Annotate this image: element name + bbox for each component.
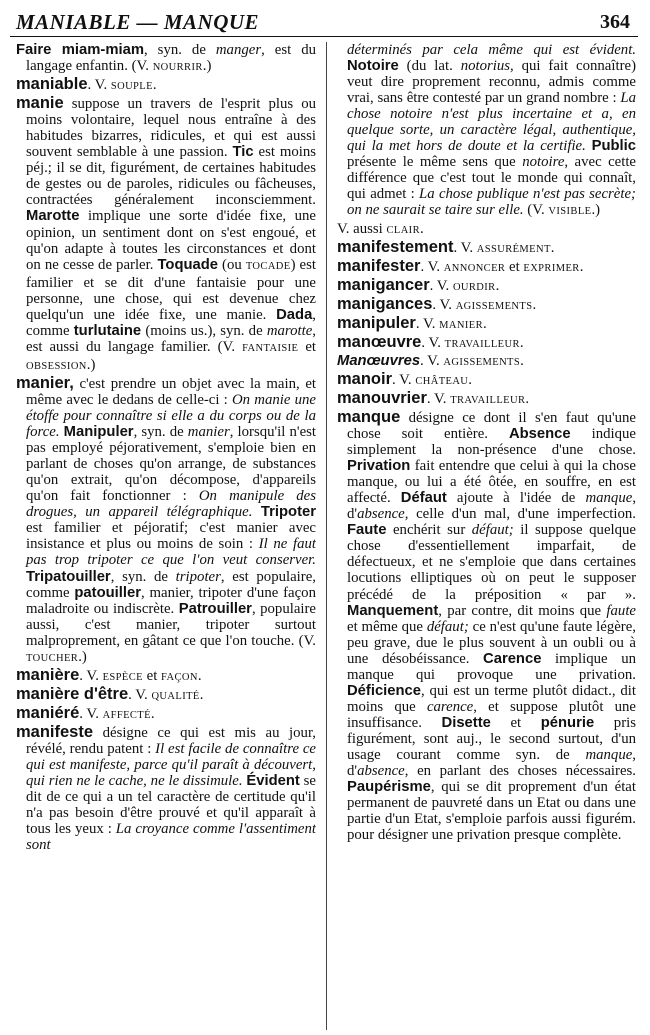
entry-text: , qui se dit proprement d'un état permanent de pauvreté dans un Etat ou dans une partie d'un Etat, s'emploie parfois aussi figurém. pour désigner une privation presque complète. xyxy=(347,779,636,844)
entry-text: . xyxy=(532,296,537,313)
cross-reference: NOURRIR xyxy=(152,62,203,74)
synonym-term: Privation xyxy=(347,458,411,475)
cross-reference: ASSURÉMENT xyxy=(476,243,551,255)
synonym-term: Tic xyxy=(232,144,254,161)
entry-text: c'est prendre un objet avec la main, et même avec le dedans de celle-ci : xyxy=(26,375,316,408)
left-column xyxy=(16,42,316,1032)
dictionary-entry xyxy=(16,42,316,76)
synonym-term: Tripoter xyxy=(260,504,316,521)
entry-text: pris figurément, sont auj., le second surtout, d'un usage courant comme syn. de xyxy=(347,714,636,763)
synonym-term: Disette xyxy=(441,714,491,731)
entry-text: , avec cette différence que c'est tout le monde qui connaît, qui admet : xyxy=(347,154,636,203)
dictionary-entry xyxy=(337,296,636,315)
cross-reference: CHÂTEAU xyxy=(415,375,469,387)
entry-text: et xyxy=(505,258,524,275)
entry-text: , qui est un terme plutôt didact., dit moins que xyxy=(347,682,636,715)
entry-text: fait entendre que celui à qui la chose manque, ou lui a été ôtée, en souffre, en est affecté. xyxy=(347,458,636,507)
entry-text: enchérit sur xyxy=(386,522,472,539)
entry-headword: maniéré xyxy=(16,703,80,722)
entry-text: . xyxy=(468,371,472,388)
synonym-term: Manipuler xyxy=(63,424,134,441)
entry-text: V. aussi xyxy=(337,220,387,237)
entry-headword: manque xyxy=(337,407,401,426)
entry-text: . V. xyxy=(429,277,453,294)
entry-text: ) est familier et se dit d'une fantaisie pour une personne, une chose, qui est devenue chez quelqu'un une idée fixe, une manie. xyxy=(26,256,316,323)
entry-text: et xyxy=(298,338,316,355)
entry-text: . V. xyxy=(79,705,103,722)
entry-text: .) xyxy=(202,58,212,75)
entry-text: . xyxy=(550,239,555,256)
entry-text: . xyxy=(579,258,584,275)
entry-text: , populaire aussi, c'est manier, tripoter surtout malproprement, en gâtant ce que l'on touche. (V. xyxy=(26,600,316,649)
cross-reference: TOUCHER xyxy=(26,652,79,664)
right-column xyxy=(337,42,636,1032)
entry-text: . xyxy=(483,315,487,332)
entry-headword: manouvrier xyxy=(337,388,427,407)
entry-headword: manie xyxy=(16,94,64,113)
synonym-term: turlutaine xyxy=(73,322,142,339)
entry-text: . V. xyxy=(426,390,451,407)
italic-text: La croyance comme l'assentiment sont xyxy=(26,821,316,854)
cross-reference: OBSESSION xyxy=(26,360,87,372)
entry-text: , d' xyxy=(347,746,636,780)
italic-text: carence xyxy=(426,698,474,715)
entry-headword: manier, xyxy=(16,373,74,392)
cross-reference: EXPRIMER xyxy=(523,262,580,274)
synonym-term: Absence xyxy=(508,426,571,443)
entry-text: . V. xyxy=(420,352,444,369)
synonym-term: Défaut xyxy=(400,490,447,507)
entry-text: (du lat. xyxy=(398,58,461,75)
entry-text: , est aussi du langage familier. (V. xyxy=(26,322,316,355)
italic-text: absence xyxy=(357,506,405,523)
synonym-term: Patrouiller xyxy=(178,600,252,617)
entry-text: est familier et péjoratif; c'est manier avec insistance et plus ou moins de soin : xyxy=(26,520,316,553)
dictionary-entry xyxy=(337,42,636,221)
entry-text: indique simplement la non-présence d'une chose. xyxy=(347,426,636,459)
italic-text: manque xyxy=(585,746,633,763)
italic-text: tripoter xyxy=(175,568,221,585)
dictionary-entry xyxy=(337,390,636,409)
entry-headword: manoir xyxy=(337,369,393,388)
italic-text: défaut; xyxy=(471,522,514,539)
entry-text: . xyxy=(495,277,500,294)
entry-text: . V. xyxy=(453,239,477,256)
entry-text: désigne ce dont il s'en faut qu'une chose soit entière. xyxy=(347,409,636,443)
italic-text: On manie une étoffe pour connaître si elle a du corps ou de la force. xyxy=(26,391,316,441)
dictionary-entry xyxy=(16,76,316,95)
cross-reference: TRAVAILLEUR xyxy=(450,394,526,406)
synonym-term: patouiller xyxy=(74,584,141,601)
entry-headword: manifeste xyxy=(16,722,94,741)
entry-text: . V. xyxy=(87,77,111,94)
synonym-term: Évident xyxy=(246,773,300,790)
cross-reference: ESPÈCE xyxy=(102,671,143,683)
entry-text xyxy=(252,504,260,520)
entry-text: il suppose quelque chose d'essentiellement imparfait, de défectueux, et ne s'emploie que dans certaines locutions elliptiques où on peut le supposer précédé de la préposition « par ». xyxy=(347,522,636,603)
italic-text: défaut; xyxy=(426,618,469,635)
entry-text: . V. xyxy=(392,371,416,388)
dictionary-entry xyxy=(337,258,636,277)
cross-reference: TRAVAILLEUR xyxy=(444,338,520,350)
entry-headword: manifestement xyxy=(337,237,454,256)
cross-reference: OURDIR xyxy=(452,281,496,293)
entry-text: , comme xyxy=(26,306,316,339)
entry-text: , syn. de xyxy=(110,568,176,585)
entry-text: est moins péj.; il se dit, figurément, de certaines habitudes de gestes ou de paroles, ridicules ou fâcheuses, contractées généralement inconsciemment. xyxy=(26,144,316,209)
entry-text: . xyxy=(197,667,202,684)
dictionary-entry xyxy=(337,371,636,390)
synonym-term: Public xyxy=(591,138,636,155)
entry-text: . xyxy=(519,334,524,351)
entry-text: ce n'est qu'une faute légère, peu grave, due le plus souvent à un oubli ou à une désobéissance. xyxy=(347,618,636,667)
cross-reference: SOUPLE xyxy=(110,81,153,93)
entry-text: présente le même sens que xyxy=(347,154,523,171)
italic-text: faute xyxy=(606,602,636,619)
dictionary-entry xyxy=(337,315,636,334)
entry-text: , qui fait connaître) veut dire proprement reconnu, admis comme vrai, sans être contesté par un grand nombre : xyxy=(347,58,636,107)
entry-text: et xyxy=(142,667,162,684)
entry-text: , d' xyxy=(347,490,636,523)
entry-text: , en parlant des choses nécessaires. xyxy=(404,763,636,780)
entry-text: , et suppose plutôt une insuffisance. xyxy=(347,698,636,731)
entry-headword: manigances xyxy=(337,294,433,313)
dictionary-entry xyxy=(337,239,636,258)
synonym-term: Paupérisme xyxy=(347,779,431,796)
italic-text: La chose publique n'est pas secrète; on ne saurait se taire sur elle. xyxy=(347,186,636,219)
entry-text: (moins us.), syn. de xyxy=(141,322,267,339)
entry-text: désigne ce qui est mis au jour, révélé, rendu patent : xyxy=(26,724,316,757)
synonym-term: Dada xyxy=(276,306,313,323)
entry-text: ajoute à l'idée de xyxy=(446,490,586,507)
dictionary-entry xyxy=(337,221,636,239)
italic-text: La chose notoire n'est plus incertaine et a, en quelque sorte, un caractère légal, authentique, qui la met hors de doute et la certifie. xyxy=(347,90,636,155)
dictionary-entry xyxy=(16,375,316,667)
italic-text: Il est facile de connaître ce qui est manifeste, parce qu'il paraît à découvert, qui rien ne le cache, ne le dissimule. xyxy=(26,740,316,790)
synonym-term: Déficience xyxy=(347,682,422,699)
entry-text: , par contre, dit moins que xyxy=(438,602,607,619)
italic-text: marotte xyxy=(266,322,313,339)
cross-reference: TOCADE xyxy=(245,260,291,272)
entry-text: et même que xyxy=(347,618,427,635)
dictionary-entry xyxy=(337,353,636,371)
synonym-term: pénurie xyxy=(540,714,595,731)
entry-text: . V. xyxy=(420,258,444,275)
entry-text: , lorsqu'il n'est pas employé péjorativement, s'emploie bien en parlant de choses qu'on arrange, de substances qu'on extrait, qu'on décompose, d'appareils qu'on fait fonctionner : xyxy=(26,424,316,505)
entry-text: .) xyxy=(591,202,601,219)
synonym-term: Notoire xyxy=(347,58,399,75)
synonym-term: Faire miam-miam xyxy=(16,42,144,58)
cross-reference: MANIER xyxy=(439,319,483,331)
cross-reference: FANTAISIE xyxy=(242,342,299,354)
page-number: 364 xyxy=(600,11,630,33)
entry-headword: manifester xyxy=(337,256,421,275)
entry-text: . xyxy=(199,686,204,703)
entry-headword: manœuvre xyxy=(337,332,422,351)
synonym-term: Tripatouiller xyxy=(26,568,111,585)
dictionary-entry xyxy=(337,409,636,843)
entry-text: (ou xyxy=(218,256,246,273)
entry-text: , est populaire, comme xyxy=(26,568,316,601)
entry-text: implique un manque qui provoque une privation. xyxy=(347,650,636,683)
entry-text: (V. xyxy=(523,202,549,219)
entry-text: . xyxy=(525,390,530,407)
dictionary-entry xyxy=(337,277,636,296)
entry-headword: manière d'être xyxy=(16,684,129,703)
cross-reference: ANNONCER xyxy=(443,262,506,274)
entry-text: . xyxy=(419,220,424,237)
italic-text: notorius xyxy=(460,58,511,75)
entry-text: implique une sorte d'idée fixe, une opinion, un sentiment dont on s'est engoué, et qu'on adapte à toutes les circonstances et dont on ne cesse de parler. xyxy=(26,208,316,273)
entry-text: , syn. de xyxy=(144,42,216,58)
entry-text: . xyxy=(150,705,155,722)
dictionary-entry xyxy=(16,686,316,705)
dictionary-entry xyxy=(16,95,316,375)
entry-text: , celle d'un mal, d'une imperfection. xyxy=(404,506,636,523)
entry-text: . V. xyxy=(421,334,445,351)
entry-text: . V. xyxy=(79,667,103,684)
cross-reference: AFFECTÉ xyxy=(102,709,151,721)
entry-text: .) xyxy=(86,356,96,373)
cross-reference: AGISSEMENTS xyxy=(455,300,533,312)
cross-reference: VISIBLE xyxy=(548,206,592,218)
dictionary-entry xyxy=(16,667,316,686)
entry-text: , syn. de xyxy=(133,424,188,441)
italic-text: manque xyxy=(585,490,633,507)
entry-headword: maniable xyxy=(16,75,88,94)
synonym-term: Manquement xyxy=(347,602,439,619)
dictionary-entry xyxy=(16,724,316,853)
synonym-term: Carence xyxy=(483,650,542,667)
entry-text: . V. xyxy=(415,315,440,332)
italic-text: manger xyxy=(215,42,262,58)
entry-headword: manigancer xyxy=(337,275,430,294)
dictionary-entry xyxy=(337,334,636,353)
entry-headword: manipuler xyxy=(337,313,416,332)
cross-reference: QUALITÉ xyxy=(151,690,200,702)
italic-text: notoire xyxy=(522,154,565,171)
synonym-term: Faute xyxy=(347,522,387,539)
italic-text: absence xyxy=(357,763,405,780)
entry-text: . V. xyxy=(432,296,456,313)
italic-text: On manipule des drogues, un appareil télégraphique. xyxy=(26,488,316,521)
entry-text: , est du langage enfantin. (V. xyxy=(26,42,316,75)
synonym-term: Toquade xyxy=(157,256,219,273)
entry-text: et xyxy=(490,714,541,731)
cross-reference: AGISSEMENTS xyxy=(443,356,521,368)
entry-text: . xyxy=(520,352,524,369)
italic-headword: Manœuvres xyxy=(337,352,421,369)
column-divider xyxy=(326,42,327,1030)
italic-text: Il ne faut pas trop tripoter ce que l'on veut conserver. xyxy=(26,536,316,569)
page-header xyxy=(10,8,638,37)
italic-text: déterminés par cela même qui est évident. xyxy=(347,42,636,58)
cross-reference: CLAIR xyxy=(386,224,420,236)
entry-text: , manier, tripoter d'une façon maladroite ou indiscrète. xyxy=(26,584,316,617)
entry-text: suppose un travers de l'esprit plus ou moins volontaire, lequel nous entraîne à des habitudes bizarres, ridicules, et qui est aussi souvent semblable à une passion. xyxy=(26,96,316,161)
running-head: MANIABLE — MANQUE xyxy=(16,10,260,34)
entry-text: se dit de ce qui a un tel caractère de certitude qu'il n'a pas besoin d'être prouvé et qu'il apparaît à tous les yeux : xyxy=(26,773,316,838)
entry-headword: manière xyxy=(16,665,80,684)
dictionary-entry xyxy=(16,705,316,724)
entry-text: . V. xyxy=(128,686,152,703)
cross-reference: FAÇON xyxy=(161,671,198,683)
entry-text: . xyxy=(152,77,157,94)
synonym-term: Marotte xyxy=(26,208,80,225)
italic-text: manier xyxy=(187,424,230,441)
entry-text: .) xyxy=(78,648,87,665)
